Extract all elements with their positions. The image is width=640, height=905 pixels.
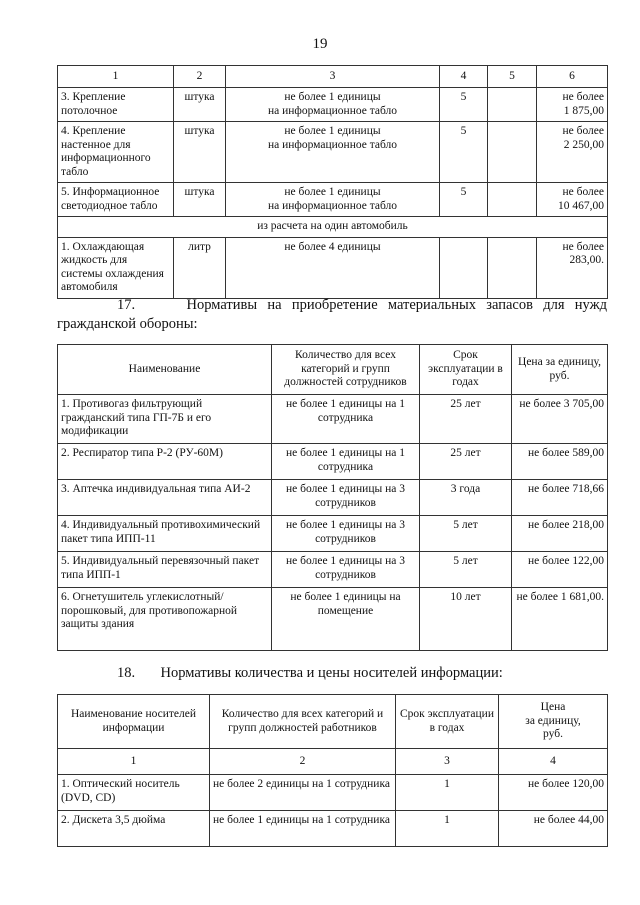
item-term: 5 лет [420, 516, 512, 552]
item-price: не более 1 875,00 [537, 88, 608, 122]
item-name: 5. Индивидуальный перевязочный пакет типа ИПП-1 [58, 552, 272, 588]
col-number: 4 [499, 749, 608, 775]
item-name: 1. Оптический носитель (DVD, CD) [58, 775, 210, 811]
item-term: 5 лет [420, 552, 512, 588]
item-quantity: не более 1 единицы на информационное табло [226, 183, 440, 217]
item-unit: литр [174, 237, 226, 298]
item-quantity: не более 1 единицы на 1 сотрудника [272, 444, 420, 480]
item-price: не более 218,00 [512, 516, 608, 552]
section-17-heading [57, 296, 607, 334]
item-price: не более 2 250,00 [537, 122, 608, 183]
item-quantity: не более 1 единицы на 1 сотрудника [210, 811, 396, 847]
item-name: 1. Противогаз фильтрующий гражданский типа ГП-7Б и его модификации [58, 395, 272, 444]
table-civil-defense [57, 344, 608, 651]
table-row [58, 811, 608, 847]
col-number: 1 [58, 749, 210, 775]
item-col5 [488, 122, 537, 183]
col-number: 2 [210, 749, 396, 775]
item-quantity: не более 4 единицы [226, 237, 440, 298]
table-row [58, 552, 608, 588]
item-name: 2. Дискета 3,5 дюйма [58, 811, 210, 847]
item-price: не более 120,00 [499, 775, 608, 811]
col-header: 6 [537, 66, 608, 88]
item-price: не более 10 467,00 [537, 183, 608, 217]
col-header: 1 [58, 66, 174, 88]
table-row [58, 480, 608, 516]
item-col4: 5 [440, 122, 488, 183]
item-quantity: не более 1 единицы на 3 сотрудников [272, 480, 420, 516]
section-18-title: Нормативы количества и цены носителей информации: [160, 665, 503, 681]
item-price: не более 589,00 [512, 444, 608, 480]
item-quantity: не более 1 единицы на информационное табло [226, 88, 440, 122]
item-col5 [488, 183, 537, 217]
item-quantity: не более 1 единицы на помещение [272, 588, 420, 651]
item-col4 [440, 237, 488, 298]
item-term: 3 года [420, 480, 512, 516]
item-price: не более 3 705,00 [512, 395, 608, 444]
table-storage-media [57, 694, 608, 847]
item-term: 25 лет [420, 395, 512, 444]
table-row [58, 88, 608, 122]
item-col5 [488, 88, 537, 122]
item-unit: штука [174, 122, 226, 183]
item-quantity: не более 1 единицы на информационное табло [226, 122, 440, 183]
item-col4: 5 [440, 88, 488, 122]
item-price: не более 283,00. [537, 237, 608, 298]
section-row [58, 217, 608, 238]
table-row [58, 775, 608, 811]
table-vehicle-materials [57, 65, 608, 299]
col-number: 3 [396, 749, 499, 775]
col-header-price: Цена за единицу, руб. [499, 695, 608, 749]
table-row [58, 588, 608, 651]
item-term: 1 [396, 811, 499, 847]
item-name: 2. Респиратор типа Р-2 (РУ-60М) [58, 444, 272, 480]
item-price: не более 44,00 [499, 811, 608, 847]
table-number-row [58, 749, 608, 775]
table-row [58, 444, 608, 480]
table-row [58, 183, 608, 217]
item-name: 4. Индивидуальный противохимический пакет типа ИПП-11 [58, 516, 272, 552]
col-header: 5 [488, 66, 537, 88]
table-row [58, 237, 608, 298]
table-row [58, 395, 608, 444]
col-header-price: Цена за единицу, руб. [512, 345, 608, 395]
section-17-title: Нормативы на приобретение материальных запасов для нужд гражданской обороны: [57, 297, 607, 332]
table-header-row [58, 66, 608, 88]
section-18-heading [57, 664, 607, 683]
item-col4: 5 [440, 183, 488, 217]
page-number: 19 [312, 36, 328, 52]
item-term: 25 лет [420, 444, 512, 480]
item-price: не более 122,00 [512, 552, 608, 588]
col-header-quantity: Количество для всех категорий и групп должностей работников [210, 695, 396, 749]
item-name: 4. Крепление настенное для информационного табло [58, 122, 174, 183]
item-price: не более 718,66 [512, 480, 608, 516]
item-quantity: не более 1 единицы на 3 сотрудников [272, 552, 420, 588]
item-name: 5. Информационное светодиодное табло [58, 183, 174, 217]
item-term: 10 лет [420, 588, 512, 651]
item-quantity: не более 1 единицы на 1 сотрудника [272, 395, 420, 444]
item-name: 6. Огнетушитель углекислотный/порошковый, для противопожарной защиты здания [58, 588, 272, 651]
col-header: 2 [174, 66, 226, 88]
table-header-row [58, 695, 608, 749]
item-unit: штука [174, 183, 226, 217]
item-name: 1. Охлаждающая жидкость для системы охлаждения автомобиля [58, 237, 174, 298]
item-price: не более 1 681,00. [512, 588, 608, 651]
col-header: 3 [226, 66, 440, 88]
section-17-number: 17. [117, 297, 136, 313]
section-label: из расчета на один автомобиль [58, 217, 608, 238]
col-header: 4 [440, 66, 488, 88]
section-18-number: 18. [117, 665, 136, 681]
item-quantity: не более 1 единицы на 3 сотрудников [272, 516, 420, 552]
table-row [58, 122, 608, 183]
table-header-row [58, 345, 608, 395]
item-term: 1 [396, 775, 499, 811]
col-header-term: Срок эксплуатации в годах [396, 695, 499, 749]
col-header-quantity: Количество для всех категорий и групп должностей сотрудников [272, 345, 420, 395]
item-quantity: не более 2 единицы на 1 сотрудника [210, 775, 396, 811]
col-header-term: Срок эксплуатации в годах [420, 345, 512, 395]
col-header-name: Наименование [58, 345, 272, 395]
item-unit: штука [174, 88, 226, 122]
item-col5 [488, 237, 537, 298]
col-header-name: Наименование носителей информации [58, 695, 210, 749]
table-row [58, 516, 608, 552]
item-name: 3. Крепление потолочное [58, 88, 174, 122]
item-name: 3. Аптечка индивидуальная типа АИ-2 [58, 480, 272, 516]
